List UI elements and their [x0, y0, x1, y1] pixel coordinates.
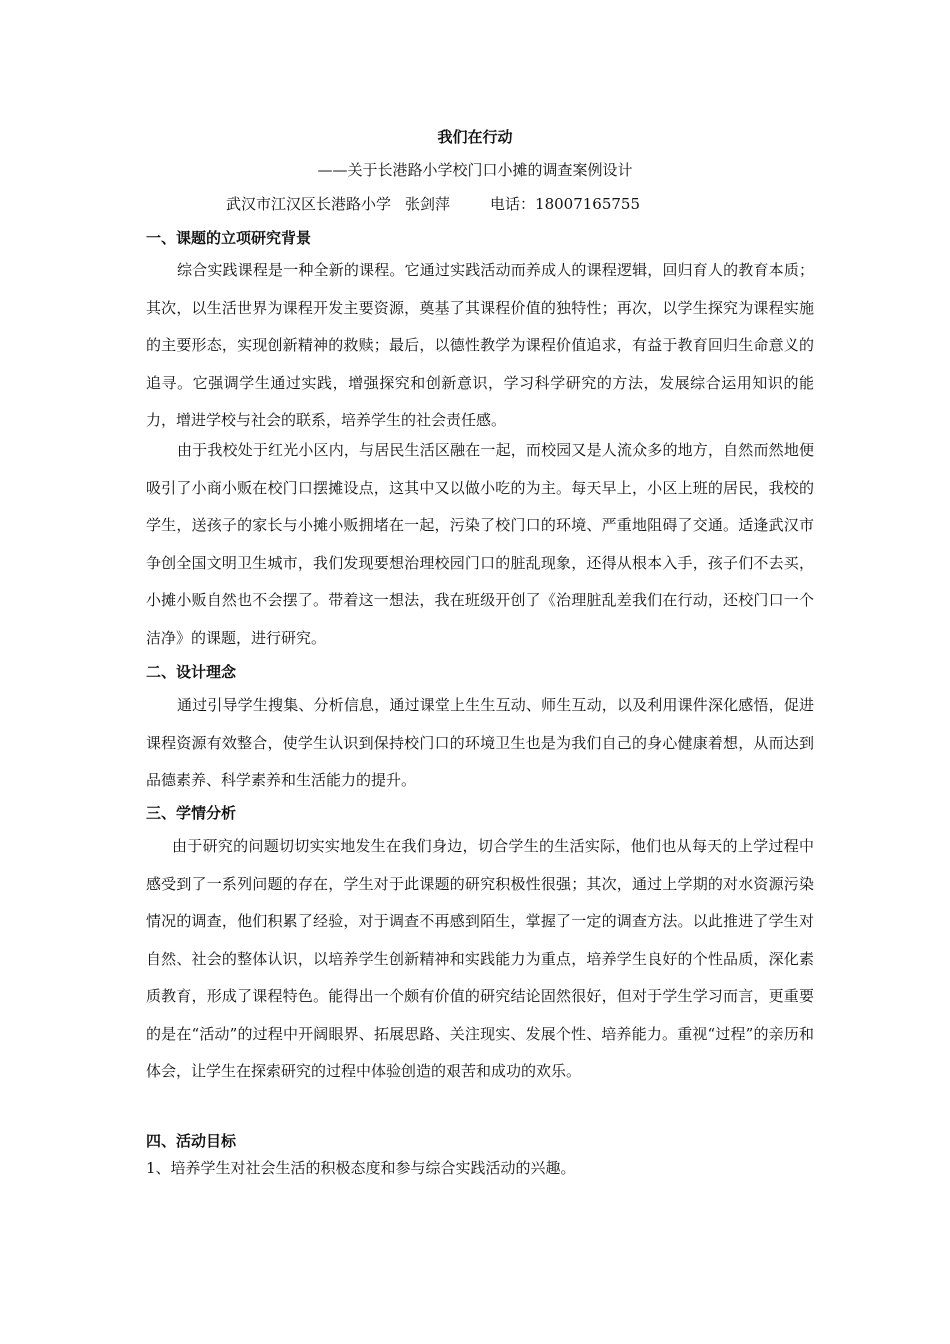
author-school: 武汉市江汉区长港路小学	[226, 195, 392, 213]
author-phone: 电话：18007165755	[490, 195, 641, 213]
document-subtitle: ——关于长港路小学校门口小摊的调查案例设计	[317, 161, 633, 179]
list-item	[146, 1132, 814, 1188]
author-name: 张剑萍	[405, 195, 451, 213]
section-heading-activity-goals: 四、活动目标	[146, 1132, 237, 1150]
section-paragraph: 通过引导学生搜集、分析信息，通过课堂上生生互动、师生互动，以及利用课件深化感悟，促进课程资源有效整合，使学生认识到保持校门口的环境卫生也是为我们自己的身心健康着想，从而达到品德素养、科学素养和生活能力的提升。	[146, 696, 814, 789]
author-line	[226, 193, 640, 215]
goal-item: 1、培养学生对社会生活的积极态度和参与综合实践活动的兴趣。	[146, 1159, 576, 1177]
section-paragraph: 综合实践课程是一种全新的课程。它通过实践活动而养成人的课程逻辑，回归育人的教育本质；其次，以生活世界为课程开发主要资源，奠基了其课程价值的独特性；再次，以学生探究为课程实施的主要形态，实现创新精神的救赎；最后，以德性教学为课程价值追求，有益于教育回归生命意义的追寻。它强调学生通过实践，增强探究和创新意识，学习科学研究的方法，发展综合运用知识的能力，增进学校与社会的联系，培养学生的社会责任感。	[146, 261, 814, 429]
section-paragraph: 由于我校处于红光小区内，与居民生活区融在一起，而校园又是人流众多的地方，自然而然地便吸引了小商小贩在校门口摆摊设点，这其中又以做小吃的为主。每天早上，小区上班的居民，我校的学生，送孩子的家长与小摊小贩拥堵在一起，污染了校门口的环境、严重地阻碍了交通。适逢武汉市争创全国文明卫生城市，我们发现要想治理校园门口的脏乱现象，还得从根本入手，孩子们不去买，小摊小贩自然也不会摆了。带着这一想法，我在班级开创了《治理脏乱差我们在行动，还校门口一个洁净》的课题，进行研究。	[146, 441, 814, 647]
section-heading-background: 一、课题的立项研究背景	[146, 229, 312, 247]
section-heading-learner-analysis: 三、学情分析	[146, 804, 237, 822]
document-title: 我们在行动	[437, 128, 513, 146]
section-heading-design-concept: 二、设计理念	[146, 663, 237, 681]
section-paragraph: 由于研究的问题切切实实地发生在我们身边，切合学生的生活实际，他们也从每天的上学过程中感受到了一系列问题的存在，学生对于此课题的研究积极性很强；其次，通过上学期的对水资源污染情况的调查，他们积累了经验，对于调查不再感到陌生，掌握了一定的调查方法。以此推进了学生对自然、社会的整体认识，以培养学生创新精神和实践能力为重点，培养学生良好的个性品质，深化素质教育，形成了课程特色。能得出一个颇有价值的研究结论固然很好，但对于学生学习而言，更重要的是在“活动”的过程中开阔眼界、拓展思路、关注现实、发展个性、培养能力。重视“过程”的亲历和体会，让学生在探索研究的过程中体验创造的艰苦和成功的欢乐。	[146, 837, 814, 1080]
